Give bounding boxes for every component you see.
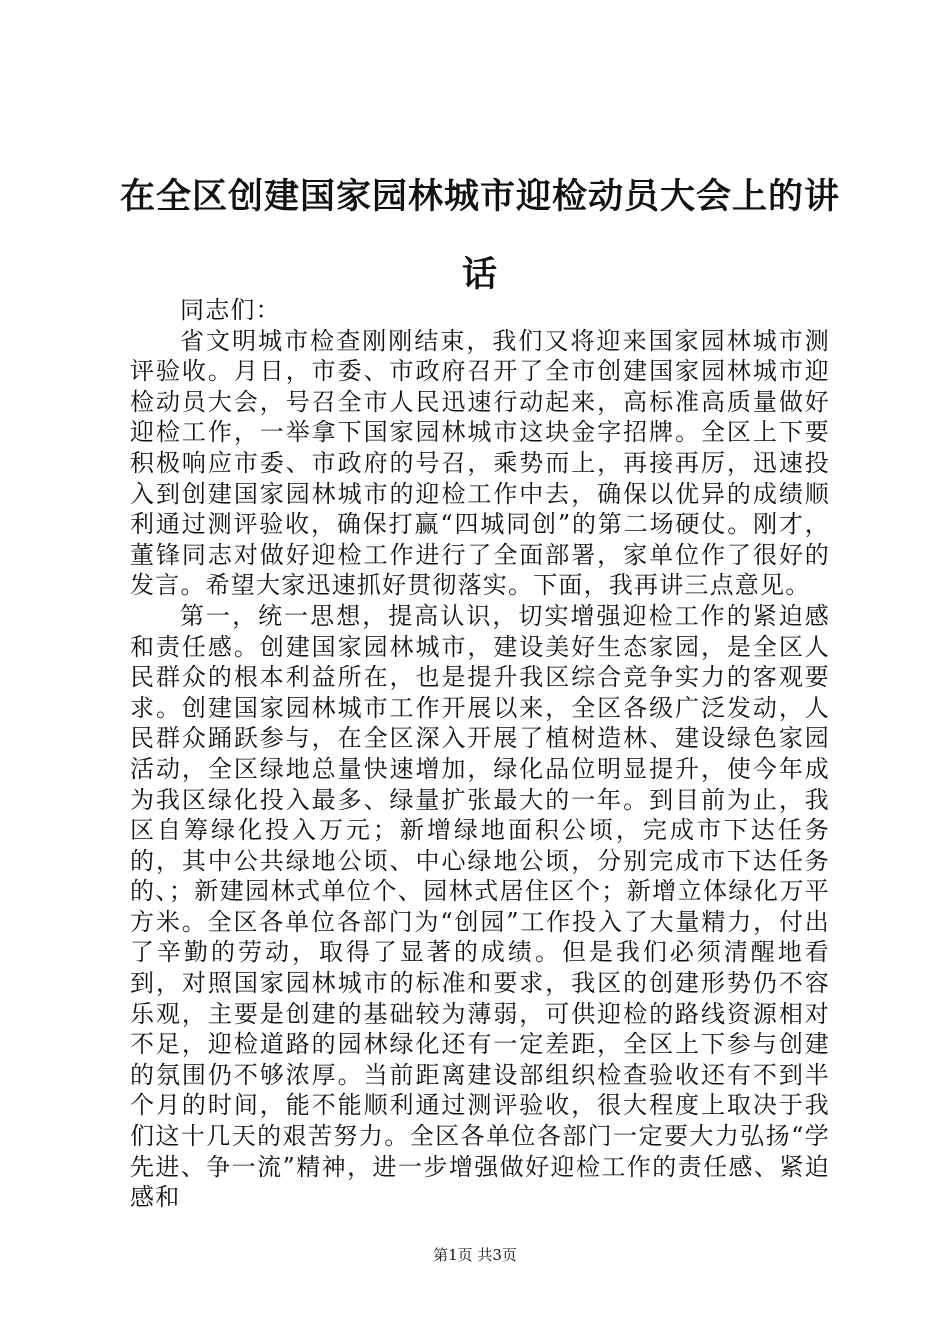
greeting: 同志们： bbox=[180, 296, 281, 324]
page-number: 第1页 共3页 bbox=[433, 1246, 517, 1264]
document-title: 在全区创建国家园林城市迎检动员大会上的讲话 bbox=[119, 177, 840, 295]
paragraph: 第一，统一思想，提高认识，切实增强迎检工作的紧迫感和责任感。创建国家园林城市，建设美好生态家园，是全区人民群众的根本利益所在，也是提升我区综合竞争实力的客观要求。创建国家园林城市工作开展以来，全区各级广泛发动，人民群众踊跃参与，在全区深入开展了植树造林、建设绿色家园活动，全区绿地总量快速增加，绿化品位明显提升，使今年成为我区绿化投入最多、绿量扩张最大的一年。到目前为止，我区自筹绿化投入万元；新增绿地面积公顷，完成市下达任务的，其中公共绿地公顷、中心绿地公顷，分别完成市下达任务的、；新建园林式单位个、园林式居住区个；新增立体绿化万平方米。全区各单位各部门为“创园”工作投入了大量精力，付出了辛勤的劳动，取得了显著的成绩。但是我们必须清醒地看到，对照国家园林城市的标准和要求，我区的创建形势仍不容乐观，主要是创建的基础较为薄弱，可供迎检的路线资源相对不足，迎检道路的园林绿化还有一定差距，全区上下参与创建的氛围仍不够浓厚。当前距离建设部组织检查验收还有不到半个月的时间，能不能顺利通过测评验收，很大程度上取决于我们这十几天的艰苦努力。全区各单位各部门一定要大力弘扬“学先进、争一流”精神，进一步增强做好迎检工作的责任感、紧迫感和 bbox=[130, 601, 830, 1212]
paragraph: 省文明城市检查刚刚结束，我们又将迎来国家园林城市测评验收。月日，市委、市政府召开了全市创建国家园林城市迎检动员大会，号召全市人民迅速行动起来，高标准高质量做好迎检工作，一举拿下国家园林城市这块金字招牌。全区上下要积极响应市委、市政府的号召，乘势而上，再接再厉，迅速投入到创建国家园林城市的迎检工作中去，确保以优异的成绩顺利通过测评验收，确保打赢“四城同创”的第二场硬仗。刚才，董锋同志对做好迎检工作进行了全面部署，家单位作了很好的发言。希望大家迅速抓好贯彻落实。下面，我再讲三点意见。 bbox=[130, 326, 830, 600]
document-body bbox=[130, 295, 830, 1213]
